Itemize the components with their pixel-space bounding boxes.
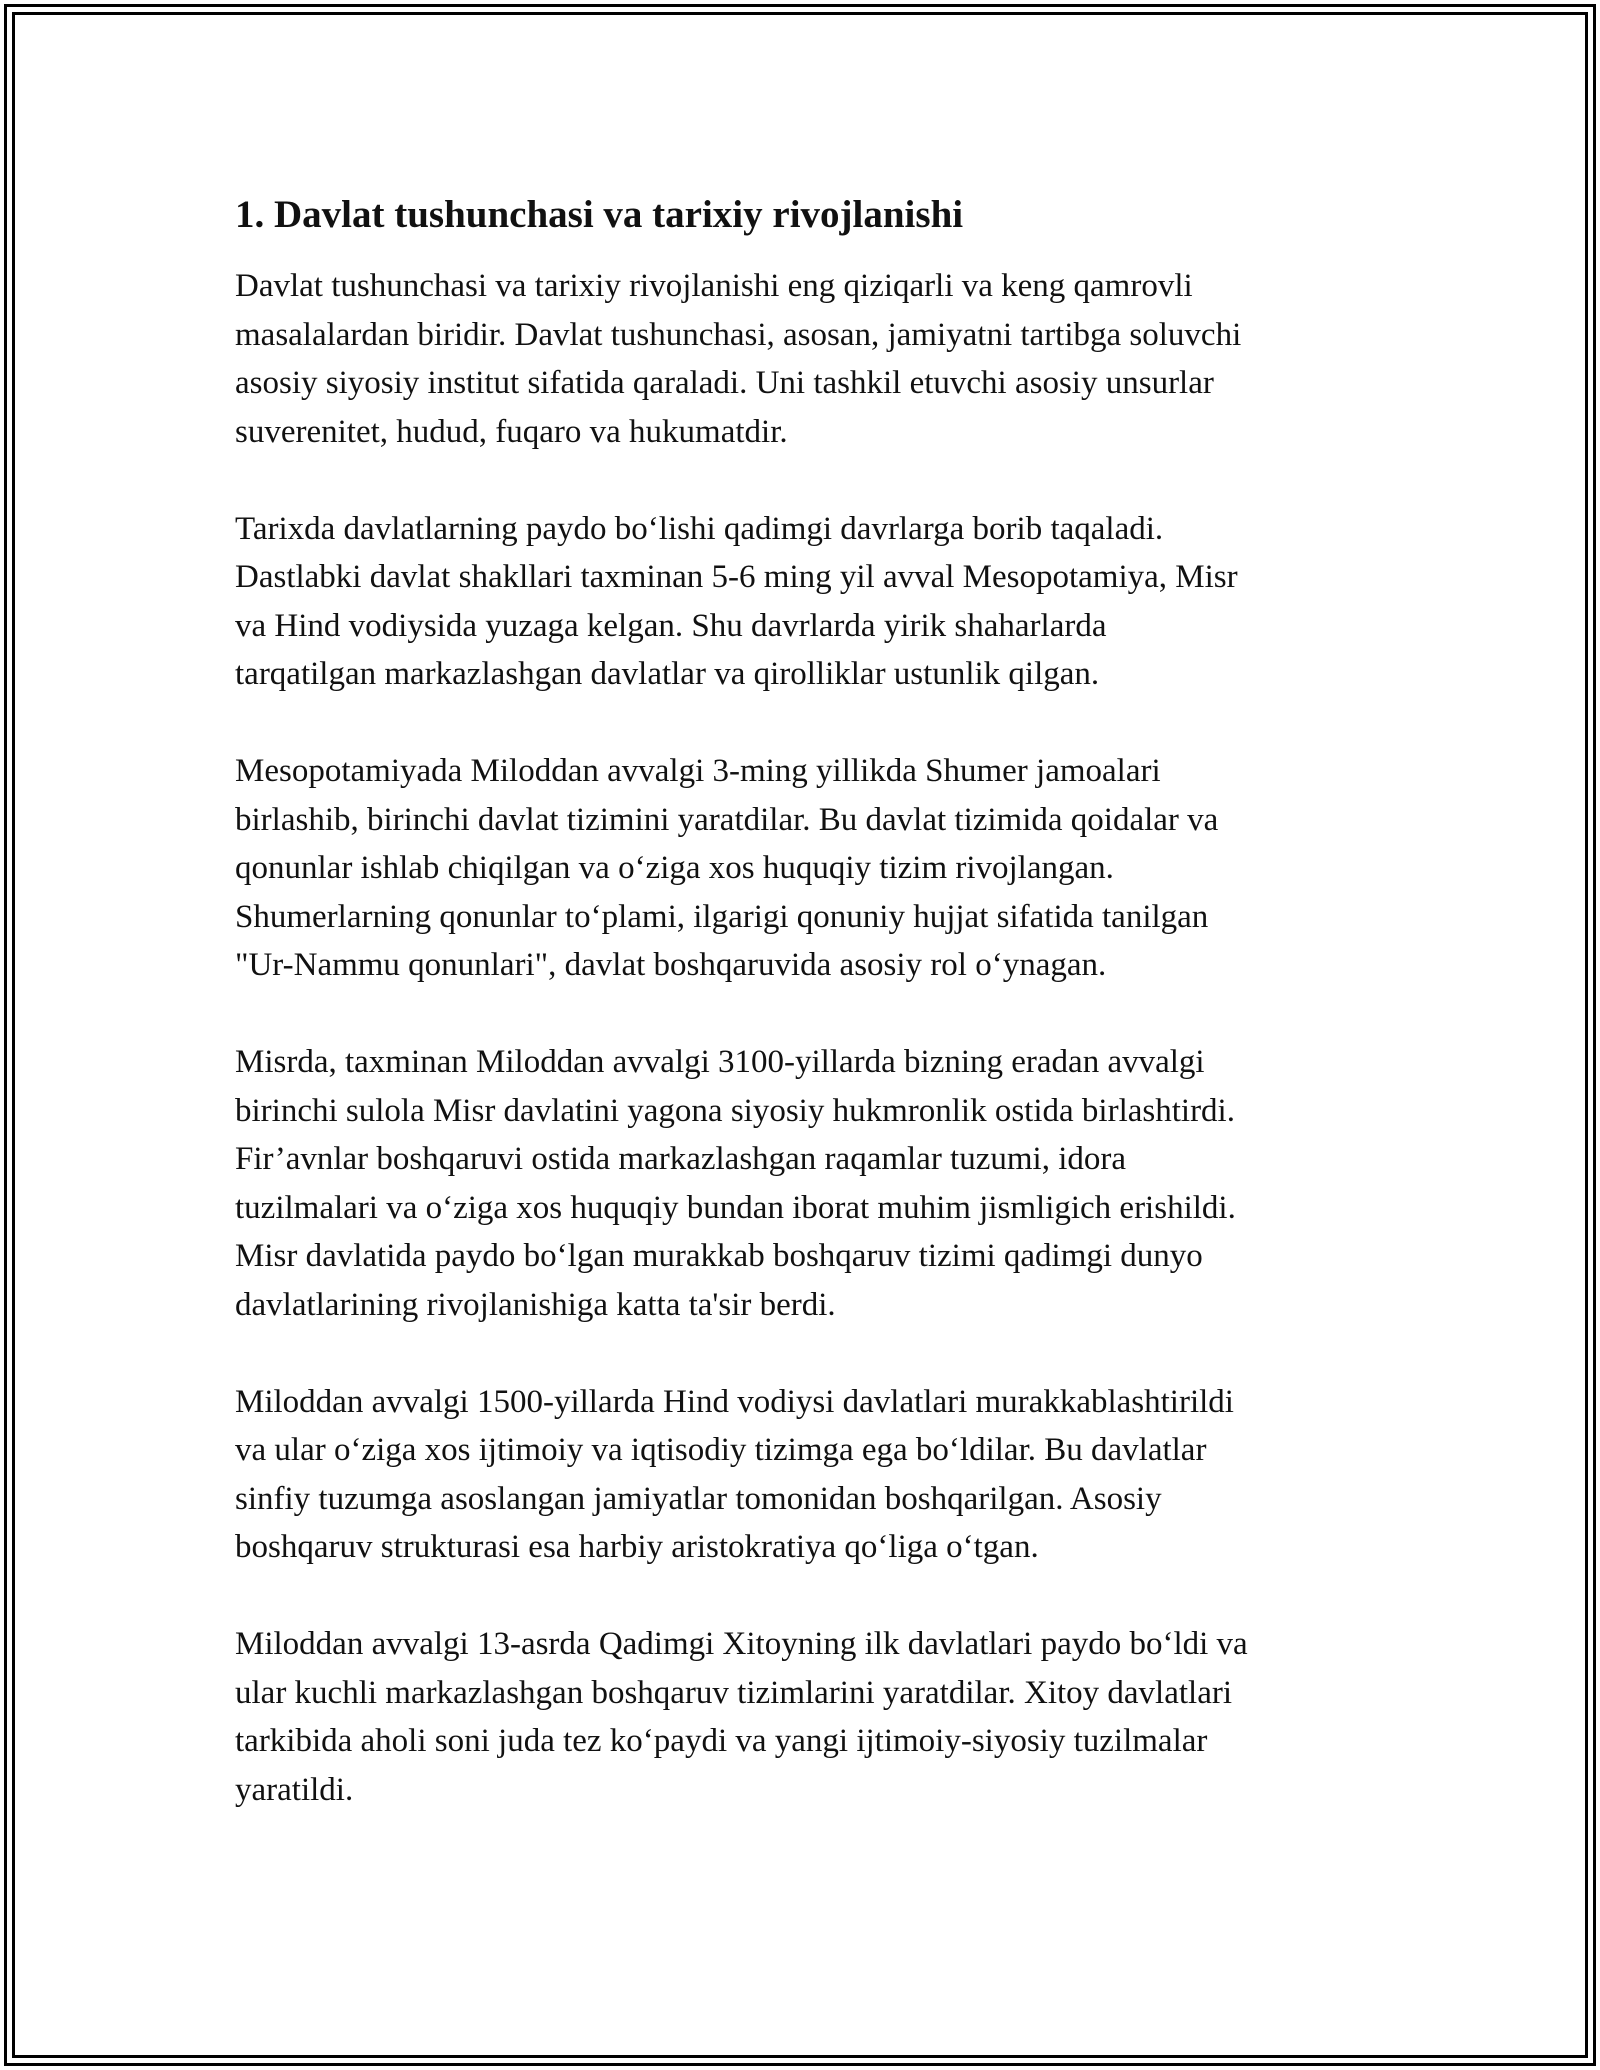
paragraph-indus-valley: Miloddan avvalgi 1500-yillarda Hind vodiysi davlatlari murakkablashtirildi va ular oʻziga xos ijtimoiy va iqtisodiy tizimga ega boʻldilar. Bu davlatlar sinfiy tuzumga asoslangan jamiyatlar tomonidan boshqarilgan. Asosiy boshqaruv strukturasi esa harbiy aristokratiya qoʻliga oʻtgan. (235, 1383, 1234, 1565)
paragraph-egypt: Misrda, taxminan Miloddan avvalgi 3100-yillarda bizning eradan avvalgi birinchi sulola Misr davlatini yagona siyosiy hukmronlik ostida birlashtirdi. Fir’avnlar boshqaruvi ostida markazlashgan raqamlar tuzumi, idora tuzilmalari va oʻziga xos huquqiy bundan iborat muhim jismligich erishildi. Misr davlatida paydo boʻlgan murakkab boshqaruv tizimi qadimgi dunyo davlatlarining rivojlanishiga katta ta'sir berdi. (235, 1044, 1236, 1323)
paragraph-origins: Tarixda davlatlarning paydo boʻlishi qadimgi davrlarga borib taqaladi. Dastlabki davlat shakllari taxminan 5-6 ming yil avval Mesopotamiya, Misr va Hind vodiysida yuzaga kelgan. Shu davrlarda yirik shaharlarda tarqatilgan markazlashgan davlatlar va qirolliklar ustunlik qilgan. (235, 510, 1238, 692)
document-body (235, 180, 1370, 1863)
paragraph-china: Miloddan avvalgi 13-asrda Qadimgi Xitoyning ilk davlatlari paydo boʻldi va ular kuchli markazlashgan boshqaruv tizimlarini yaratdilar. Xitoy davlatlari tarkibida aholi soni juda tez koʻpaydi va yangi ijtimoiy-siyosiy tuzilmalar yaratildi. (235, 1626, 1248, 1808)
paragraph-definition: Davlat tushunchasi va tarixiy rivojlanishi eng qiziqarli va keng qamrovli masalalardan biridir. Davlat tushunchasi, asosan, jamiyatni tartibga soluvchi asosiy siyosiy institut sifatida qaraladi. Uni tashkil etuvchi asosiy unsurlar suverenitet, hudud, fuqaro va hukumatdir. (235, 268, 1242, 450)
paragraph-mesopotamia: Mesopotamiyada Miloddan avvalgi 3-ming yillikda Shumer jamoalari birlashib, birinchi davlat tizimini yaratdilar. Bu davlat tizimida qoidalar va qonunlar ishlab chiqilgan va oʻziga xos huquqiy tizim rivojlangan. Shumerlarning qonunlar toʻplami, ilgarigi qonuniy hujjat sifatida tanilgan "Ur-Nammu qonunlari", davlat boshqaruvida asosiy rol oʻynagan. (235, 753, 1219, 983)
section-heading: 1. Davlat tushunchasi va tarixiy rivojlanishi (235, 193, 964, 236)
